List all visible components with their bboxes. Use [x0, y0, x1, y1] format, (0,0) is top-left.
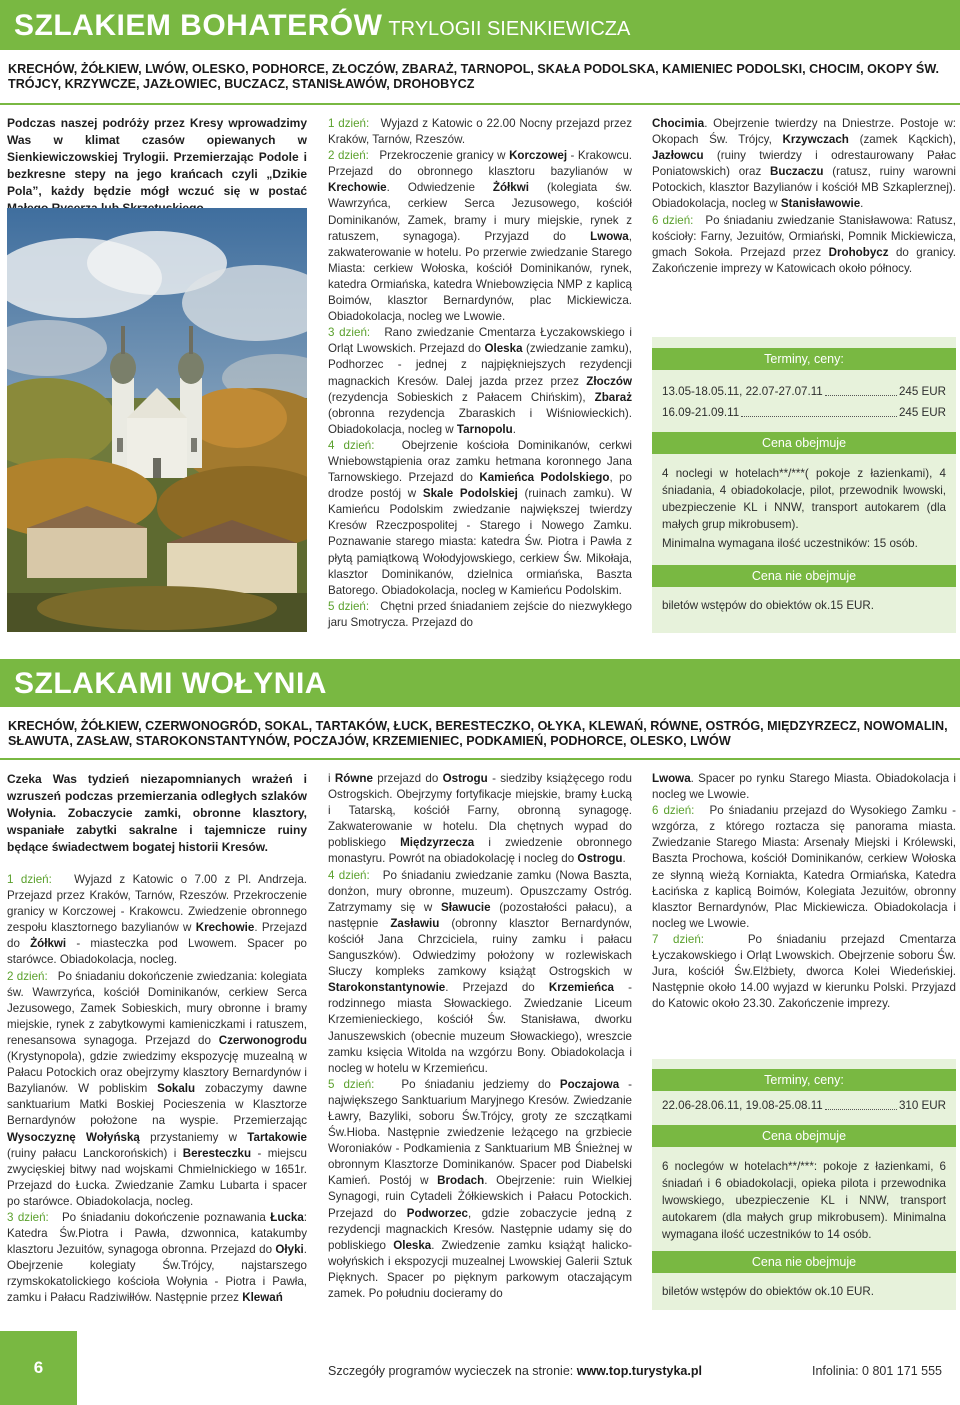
section-header-bar: [0, 0, 960, 50]
place-name: Międzyrzecza: [400, 836, 475, 850]
price-box: [652, 337, 956, 633]
day-label: 5 dzień:: [328, 599, 370, 613]
place-name: Podworzec: [406, 1206, 468, 1220]
place-name: Chocimia: [652, 117, 705, 130]
excludes-header: Cena nie obejmuje: [652, 565, 956, 587]
place-name: Beresteczku: [182, 1146, 252, 1160]
day-4-text: 4 dzień: Obejrzenie kościoła Dominikanów, cerkwi Wniebowstąpienia oraz zamku hetmana koronnego Jana Tarnowskiego. Przejazd do Kamieńca Podolskiego, po drodze postój w Skale Podolskiej (ruinach zamku). W Kamieńcu Podolskim zwiedzanie największej twierdzy Kresów Rzeczpospolitej - Starego i Nowego Zamku. Poznawanie starego miasta: katedra Św. Piotra i Pawła z płytą pamiątkową Wołodyjowskiego, cerkiew Św. Mikołaja, klasztor Dominikanów, dzielnica ormiańska, Baszta Batorego. Obiadokolacja, nocleg w Kamieńcu Podolskim.: [328, 438, 633, 597]
day-5-continued: Chocimia. Obejrzenie twierdzy na Dniestrze. Postoje w: Okopach Św. Trójcy, Krzywczach (zamek Kąckich), Jazłowcu (ruiny twierdzy i odrestaurowany Pałac Poniatowskich) oraz Buczaczu (ratusz, ruiny warowni Potockich, klasztor Bazylianów i kościół MB Szkaplerznej). Obiadokolacja, nocleg w Stanisławowie.: [652, 117, 956, 211]
day-5-text: 5 dzień: Po śniadaniu jedziemy do Poczajowa - największego Sanktuarium Maryjnego Kresów. Zwiedzanie Ławry, Bazyliki, soboru Św.Trójcy, groty ze szczątkami Św.Hioba. Następnie zwiedzenie leżącego na grzbiecie Woroniaków - Podkamienia z Sanktuarium MB Śnieżnej w obronnym Klasztorze Dominikanów. Spacer pod Diabelski Kamień. Postój w Brodach. Obejrzenie: ruin Wielkiej Synagogi, ruin Cytadeli Żółkiewskich i Pałacu Potockich. Przejazd do Podworzec, gdzie zobaczycie jedną z rezydencji magnackich Kresów. Następnie udamy się do pobliskiego Oleska. Zwiedzenie zamku książąt halicko-wołyńskich i ekspozycji muzealnej Lwowskiej Galerii Sztuk Pięknych. Spacer po pięknym parkowym otaczającym zamek. Po południu docieramy do: [328, 1077, 633, 1300]
place-name: Tarnopolu: [456, 422, 513, 436]
day-label: 6 dzień:: [652, 804, 695, 818]
footer-details: Szczegóły programów wycieczek na stronie: www.top.turystyka.pl: [328, 1364, 702, 1378]
excludes-text: biletów wstępów do obiektów ok.10 EUR.: [662, 1285, 875, 1298]
terms-header: Terminy, ceny:: [652, 348, 956, 370]
place-name: Klewań: [242, 1291, 283, 1305]
terms-header: Terminy, ceny:: [652, 1069, 956, 1091]
place-name: Stanisławowie: [780, 197, 861, 211]
day-label: 2 dzień:: [7, 969, 48, 983]
intro-text: Podczas naszej podróży przez Kresy wprowadzimy Was w klimat czasów opiewanych w Sienkiewiczowskiej Trylogii. Przemierzając Podole i bezkresne stepy na jego krańcach czyli „Dzikie Pola”, każdy będzie mógł wczuć się w postać: [7, 116, 307, 198]
place-name: Oleska: [484, 342, 523, 356]
place-name: Buczaczu: [770, 165, 824, 179]
column-1: [7, 115, 307, 217]
route-list: KRECHÓW, ŻÓŁKIEW, CZERWONOGRÓD, SOKAL, TARTAKÓW, ŁUCK, BERESTECZKO, OŁYKA, KLEWAŃ, RÓWNE, OSTRÓG, MIĘDZYRZECZ, NOWOMALIN, SŁAWUTA, ZASŁAW, STAROKONSTANTYNÓW, POCZAJÓW, KRZEMIENIEC, PODKAMIEŃ, PODHORCE, OLESKO, LWÓW: [8, 719, 948, 748]
day-label: 2 dzień:: [328, 149, 369, 163]
place-name: Oleska: [393, 1238, 432, 1252]
place-name: Lwowa: [652, 772, 691, 785]
column-3: [652, 771, 956, 1012]
day-4-text: 4 dzień: Po śniadaniu zwiedzanie zamku (Nowa Baszta, donżon, mury obronne, muzeum). Opuszczamy Ostróg. Zatrzymamy się w Sławucie (pozostałości pałacu), a następnie Zasławiu (obronny klasztor Bernardynów, kościół Jana Chrzciciela, ruiny zamku i pałacu Sanguszków). Odwiedzimy położony w rozlewiskach Słuczy kompleks zamkowy książąt Ostrogskich w Starokonstantynowie. Przejazd do Krzemieńca - rodzinnego miasta Słowackiego. Zwiedzanie Liceum Krzemienieckiego, kościół Św. Stanisława, dworku Januszewskich (obecnie muzeum Słowackiego), wreszcie zamku księcia Witolda na wzgórzu Bony. Obiadokolacja i nocleg w hotelu w Krzemieńcu.: [328, 868, 632, 1075]
day-label: 4 dzień:: [328, 438, 375, 452]
place-name: Złoczów: [586, 374, 632, 388]
day-6-text: 6 dzień: Po śniadaniu zwiedzanie Stanisławowa: Ratusz, kościoły: Farny, Jezuitów, Ormiański, Pomnik Mickiewicza, gmach Sokoła. Przejazd przez Drohobycz do granicy. Zakończenie imprezy w Katowicach około północy.: [652, 213, 957, 275]
day-label: 4 dzień:: [328, 868, 370, 882]
church-photo-illustration: [7, 208, 307, 632]
day-1-text: 1 dzień: Wyjazd z Katowic o 7.00 z Pl. Andrzeja. Przejazd przez Kraków, Tarnów, Rzeszów. Przekroczenie granicy w Korczowej - Krakowcu. Zwiedzenie obronnego zespołu klasztornego bazylianów w Krechowie. Przejazd do Żółkwi - miasteczka pod Lwowem. Spacer po starówce. Obiadokolacja, nocleg.: [7, 873, 307, 967]
place-name: Korczowej: [509, 149, 568, 163]
includes-text: 4 noclegi w hotelach**/***( pokoje z łazienkami), 4 śniadania, 4 obiadokolacje, pilot, przewodnik lwowski, ubezpieczenie KL i NNW, transport autokarem (dla małych grup mikrobusem). Minimalna wymagana ilość uczestników: 15 osób.: [662, 467, 946, 550]
place-name: Sokalu: [157, 1082, 196, 1096]
day-1-text: 1 dzień: Wyjazd z Katowic o 22.00 Nocny przejazd przez Kraków, Tarnów, Rzeszów.: [328, 117, 632, 147]
place-name: Krechowie: [195, 921, 255, 935]
includes-header: Cena obejmuje: [652, 432, 956, 454]
section-header-bar: [0, 659, 960, 707]
minimum-participants: Minimalna wymagana ilość uczestników: 15 osób.: [662, 537, 918, 550]
place-name: Jazłowcu: [652, 149, 704, 163]
place-name: Krzywczach: [782, 133, 849, 147]
day-label: 1 dzień:: [7, 873, 52, 886]
price-row: 22.06-28.06.11, 19.08-25.08.11 310 EUR: [662, 1099, 946, 1112]
place-name: Sławucie: [440, 900, 491, 914]
place-name: Łucka: [270, 1210, 304, 1224]
price-list: [662, 1097, 946, 1114]
includes-header: Cena obejmuje: [652, 1125, 956, 1147]
day-label: 3 dzień:: [7, 1210, 49, 1224]
place-name: Żółkwi: [30, 937, 67, 951]
intro-text: Czeka Was tydzień niezapomnianych wrażeń i wzruszeń podczas przemierzania odległych szlaków Wołynia. Zobaczycie zamki, obronne klasztory, wspaniałe zabytki sakralne i tajemnicze ruiny będące świadectwem bogatej historii Kresów.: [7, 772, 307, 854]
includes-text: 6 noclegów w hotelach**/***: pokoje z łazienkami, 6 śniadań i 6 obiadokolacji, opieka pilota i przewodnika lwowskiego, ubezpieczenie KL i NNW, transport autokarem (dla małych grup mikrobusem). Minimalna wymagana ilość uczestników to 14 osób.: [662, 1160, 946, 1241]
column-2: [328, 116, 632, 631]
place-name: Wysoczyznę Wołyńską: [7, 1130, 140, 1144]
day-7-text: 7 dzień: Po śniadaniu przejazd Cmentarza Łyczakowskiego i Orląt Lwowskich. Obejrzenie soboru Św. Jura, kościół Św.Elżbiety, dworca Kolei Wiedeńskiej. Następnie około 14.00 wyjazd w kierunku Polski. Przyjazd do Katowic około 23.30. Zakończenie imprezy.: [652, 932, 956, 1011]
day-label: 7 dzień:: [652, 932, 704, 946]
excludes-text: biletów wstępów do obiektów ok.15 EUR.: [662, 599, 875, 612]
day-5-text: 5 dzień: Chętni przed śniadaniem zejście do niezwykłego jaru Smotrycza. Przejazd do: [328, 599, 633, 629]
place-name: Żółkwi: [492, 181, 529, 195]
day-6-text: 6 dzień: Po śniadaniu przejazd do Wysokiego Zamku - wzgórza, z którego roztacza się panorama miasta. Zwiedzanie Starego Miasta: Arsenały Miejski i Królewski, Baszta Prochowa, kościół Dominikanów, cerkiew Wołoska ze słynną wieżą Korniakta, Katedra Ormiańska, Katedra Łacińska z kaplicą Boimów, Kolegiata Jezuitów, obronny klasztor Bernardynów, Plac Mickiewicza. Obiadokolacja i nocleg we Lwowie.: [652, 804, 956, 930]
place-name: Ostrogu: [577, 852, 623, 866]
place-name: Krzemieńca: [548, 981, 614, 995]
column-2: [328, 771, 632, 1302]
day-label: 3 dzień:: [328, 326, 371, 340]
day-label: 6 dzień:: [652, 213, 694, 227]
place-name: Poczajowa: [559, 1077, 620, 1091]
place-name: Zbaraż: [594, 390, 632, 404]
column-3: [652, 116, 956, 277]
price-list: [662, 383, 946, 421]
price-row: 13.05-18.05.11, 22.07-27.07.11 245 EUR: [662, 385, 946, 398]
day-3-continued: i Równe przejazd do Ostrogu - siedziby książęcego rodu Ostrogskich. Obejrzymy fortyfikacje miejskie, bramy Łucką i Tatarską, kościół Farny, obronną synagogę. Zakwaterowanie w hotelu. Dla chętnych wypad do pobliskiego Międzyrzecza i zwiedzenie obronnego monastyru. Powrót na obiadokolację i nocleg do Ostrogu.: [328, 772, 633, 866]
section-title: SZLAKIEM BOHATERÓW TRYLOGII SIENKIEWICZA: [14, 9, 631, 42]
day-label: 5 dzień:: [328, 1077, 375, 1091]
place-name: Brodach: [437, 1174, 485, 1188]
place-name: Krechowie: [328, 181, 387, 195]
website-link[interactable]: www.top.turystyka.pl: [576, 1364, 702, 1378]
photo-church: [7, 208, 307, 632]
page-number: 6: [0, 1331, 77, 1405]
section-title: SZLAKAMI WOŁYNIA: [14, 667, 327, 700]
place-name: Skale Podolskiej: [422, 487, 518, 501]
day-5-continued: Lwowa. Spacer po rynku Starego Miasta. Obiadokolacja i nocleg we Lwowie.: [652, 772, 956, 802]
place-name: Równe: [334, 772, 373, 785]
day-3-text: 3 dzień: Po śniadaniu dokończenie poznawania Łucka: Katedra Św.Piotra i Pawła, dzwonnica, katakumby klasztoru Jezuitów, synagoga obronna. Przejazd do Ołyki. Obejrzenie kolegiaty Św.Trójcy, najstarszego rzymskokatolickiego kościoła Wołynia - Piotra i Pawła, zamku i Pałacu Radziwiłłów. Następnie przez Klewań: [7, 1210, 308, 1305]
divider: [0, 103, 960, 105]
day-label: 1 dzień:: [328, 117, 370, 130]
place-name: Tartakowie: [247, 1130, 307, 1144]
day-3-text: 3 dzień: Rano zwiedzanie Cmentarza Łyczakowskiego i Orląt Lwowskich. Przejazd do Oleska (zwiedzanie zamku), Podhorzec - jednej z najpiękniejszych rezydencji magnackich Kresów. Dalej jazda przez przez Złoczów (rezydencja Sobieskich z Pałacem Chińskim), Zbaraż (obronna rezydencja Zbaraskich i Wiśniowieckich). Obiadokolacja, nocleg w Tarnopolu.: [328, 326, 632, 436]
column-1: [7, 771, 307, 1307]
place-name: Ostrogu: [442, 772, 488, 785]
place-name: Zasławiu: [390, 916, 440, 930]
place-name: Starokonstantynowie: [328, 981, 446, 995]
hotline: Infolinia: 0 801 171 555: [812, 1364, 942, 1378]
day-2-text: 2 dzień: Po śniadaniu dokończenie zwiedzania: kolegiata św. Wawrzyńca, kościół Dominikanów, cerkiew Serca Jezusowego, Zamek Sobieskich, mury obronne i bramy miejskie, rynek z zabytkowymi kamieniczkami i ratuszem, renesansowa synagoga. Przejazd do Czerwonogrodu (Krystynopola), gdzie zwiedzimy ekspozycję muzealną w Pałacu Potockich oraz obejrzymy klasztory Bernardynów i Bazylianów. W pobliskim Sokalu zobaczymy dawne sanktuarium Matki Boskiej Pocieszenia w Klasztorze Bernardynów położone na wyspie. Przemierzając Wysoczyznę Wołyńską przystaniemy w Tartakowie (ruiny pałacu Lanckorońskich) i Beresteczku - miejscu zwycięskiej bitwy nad wojskami Chmielnickiego w 1651r. Przejazd do Łucka. Zwiedzanie Zamku Lubarta i spacer po starówce. Obiadokolacja, nocleg.: [7, 969, 308, 1208]
place-name: Czerwonogrodu: [218, 1033, 307, 1047]
place-name: Lwowa: [590, 229, 629, 243]
divider: [0, 758, 960, 760]
place-name: Kamieńca Podolskiego: [479, 471, 610, 485]
price-box: [652, 1059, 956, 1310]
price-row: 16.09-21.09.11 245 EUR: [662, 406, 946, 419]
place-name: Ołyki: [275, 1243, 304, 1257]
day-2-text: 2 dzień: Przekroczenie granicy w Korczowej - Krakowcu. Przejazd do obronnego klasztoru bazylianów w Krechowie. Odwiedzenie Żółkwi (kolegiata św. Wawrzyńca, cerkiew Serca Jezusowego, kościół Dominikanów, Zamek, bramy i mury miejskie, rynek z ratuszem, synagoga). Przyjazd do Lwowa, zakwaterowanie w hotelu. Po przerwie zwiedzanie Starego Miasta: cerkiew Wołoska, kościół Dominikanów, rynek, katedra Ormiańska, katedra Wniebowzięcia NMP z kaplicą Boimów, klasztor Bernardynów, plac Mickiewicza. Obiadokolacja, nocleg we Lwowie.: [328, 149, 633, 324]
place-name: Drohobycz: [828, 245, 889, 259]
excludes-header: Cena nie obejmuje: [652, 1251, 956, 1273]
route-list: KRECHÓW, ŻÓŁKIEW, LWÓW, OLESKO, PODHORCE, ZŁOCZÓW, ZBARAŻ, TARNOPOL, SKAŁA PODOLSKA, KAMIENIEC PODOLSKI, CHOCIM, OKOPY ŚW. TRÓJCY, KRZYWCZE, JAZŁOWIEC, BUCZACZ, STANISŁAWÓW, DROHOBYCZ: [8, 62, 940, 91]
